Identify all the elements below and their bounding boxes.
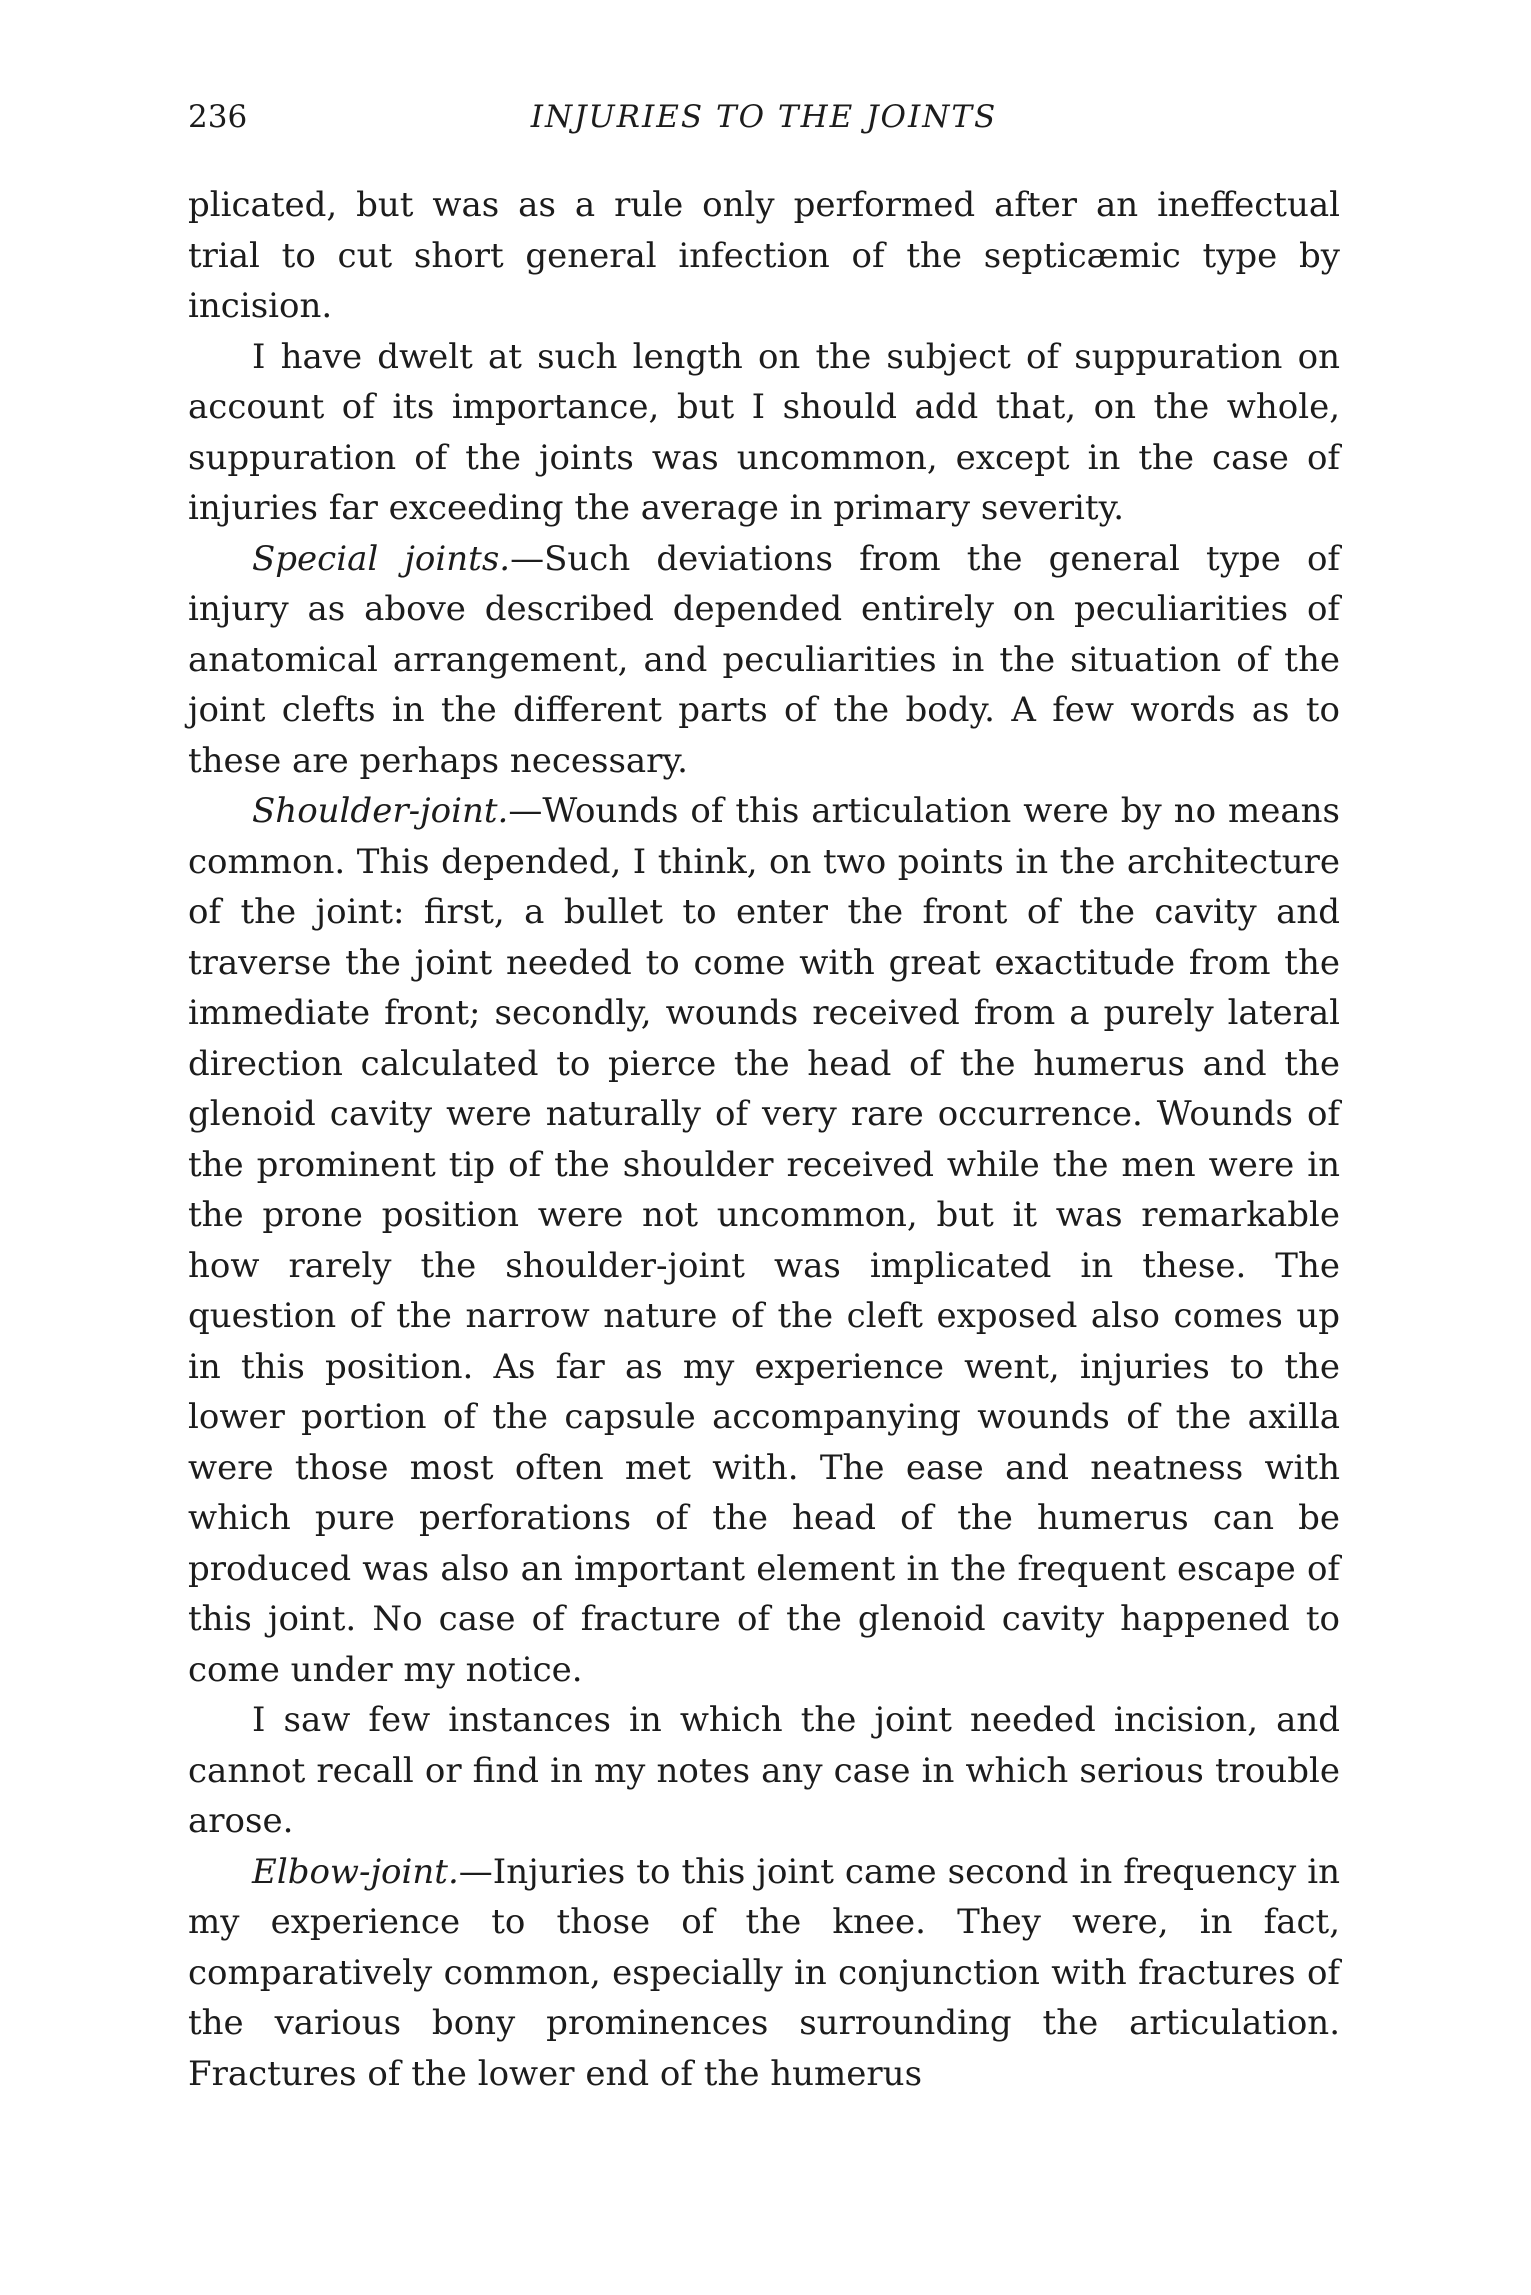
paragraph-shoulder-joint — [188, 786, 1340, 1695]
paragraph-text: —Such deviations from the general type of injury as above described depended entirely on peculiarities of anatomical arrangement, and peculiarities in the situation of the joint clefts in the different parts of the body. A few words as to these are perhaps necessary. — [188, 538, 1341, 781]
section-lead-special-joints: Special joints. — [252, 538, 511, 579]
running-head — [188, 92, 1340, 142]
paragraph-elbow-joint — [188, 1847, 1340, 2100]
body-text — [188, 180, 1340, 2099]
paragraph-incision: I saw few instances in which the joint needed incision, and cannot recall or find in my notes any case in which serious trouble arose. — [188, 1700, 1340, 1841]
paragraph-text: —Wounds of this articulation were by no means common. This depended, I think, on two points in the architecture of the joint: first, a bullet to enter the front of the cavity and traverse the joint needed to come with great exactitude from the immediate front; secondly, wounds received from a purely lateral direction calculated to pierce the head of the humerus and the glenoid cavity were naturally of very rare occurrence. Wounds of the prominent tip of the shoulder received while the men were in the prone position were not uncommon, but it was remarkable how rarely the shoulder-joint was implicated in these. The question of the narrow nature of the cleft exposed also comes up in this position. As far as my experience went, injuries to the lower portion of the capsule accompanying wounds of the axilla were those most often met with. The ease and neatness with which pure perforations of the head of the humerus can be produced was also an important element in the frequent escape of this joint. No case of fracture of the glenoid cavity happened to come under my notice. — [188, 791, 1340, 1690]
page-number: 236 — [188, 99, 248, 135]
paragraph-suppuration: I have dwelt at such length on the subject of suppuration on account of its importance, but I should add that, on the whole, suppuration of the joints was uncommon, except in the case of injuries far exceeding the average in primary severity. — [188, 336, 1340, 528]
section-lead-shoulder-joint: Shoulder-joint. — [252, 791, 509, 831]
paragraph-special-joints — [188, 534, 1340, 787]
section-lead-elbow-joint: Elbow-joint. — [252, 1851, 459, 1892]
running-title: INJURIES TO THE JOINTS — [530, 99, 998, 135]
paragraph-continuation: plicated, but was as a rule only performed after an ineffectual trial to cut short general infection of the septicæmic type by incision. — [188, 185, 1340, 326]
paragraph-text: —Injuries to this joint came second in frequency in my experience to those of the knee. They were, in fact, comparatively common, especially in conjunction with fractures of the various bony prominences surrounding the articulation. Fractures of the lower end of the humerus — [188, 1851, 1340, 2094]
